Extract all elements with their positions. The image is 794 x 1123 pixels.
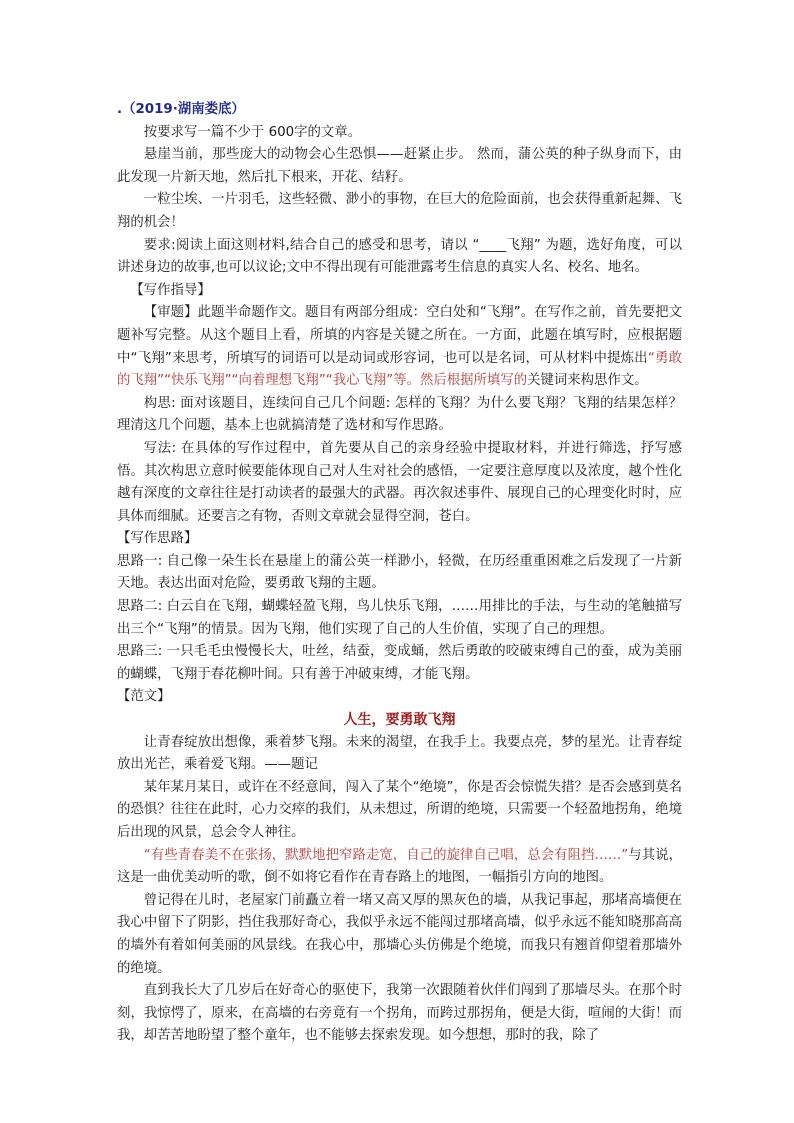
essay-epigraph: 让青春绽放出想像，乘着梦飞翔。未来的渴望，在我手上。我要点亮，梦的星光。让青春绽放出光芒，乘着爱飞翔。——题记 [117,734,682,773]
essay-title: 人生，要勇敢飞翔 [343,712,456,729]
lyric-quote: “有些青春美不在张扬，默默地把窄路走宽，自己的旋律自己唱，总会有阻挡……” [143,847,629,863]
requirement-paragraph: 要求:阅读上面这则材料,结合自己的感受和思考，请以 “____飞翔” 为题，选好角度，可以讲述身边的故事,也可以议论;文中不得出现有可能泄露考生信息的真实人名、校名、地名。 [117,237,682,276]
writing-thinking-heading: 【写作思路】 [117,531,198,547]
shenti-text: 此题半命题作文。题目有两部分组成：空白处和“飞翔”。在写作之前，首先要把文题补写完整。从这个题目上看，所填的内容是关键之所在。一方面，此题在填写时，应根据题中“飞翔”来思考，所填写的词语可以是动词或形容词，也可以是名词，可从材料中提炼出 [117,305,683,366]
shenti-examples: “勇敢的飞翔”“快乐飞翔”“向着理想飞翔”“我心飞翔”等。然后根据所填写的 [117,350,683,389]
sample-essay-heading: 【范文】 [117,689,171,705]
writing-guide-heading: 【写作指导】 [130,282,211,298]
essay-paragraph-2-text: 与其说，这是一曲优美动听的歌，倒不如将它看作在青春路上的地图，一幅指引方向的地图。 [117,847,683,886]
source-label: .（2019·湖南娄底） [117,102,245,117]
thinking-item: 思路一: 自己像一朵生长在悬崖上的蒲公英一样渺小，轻微，在历经重重困难之后发现了一片新天地。表达出面对危险，要勇敢飞翔的主题。 [117,553,682,592]
thinking-item: 思路二: 白云自在飞翔，蝴蝶轻盈飞翔，鸟儿快乐飞翔，……用排比的手法，与生动的笔触描写出三个“飞翔”的情景。因为飞翔，他们实现了自己的人生价值，实现了自己的理想。 [117,599,682,637]
question-source [117,99,682,122]
gousi-paragraph: 构思: 面对该题目，连续问自己几个问题: 怎样的飞翔？为什么要飞翔？飞翔的结果怎样？理清这几个问题，基本上也就搞清楚了选材和写作思路。 [117,395,682,434]
material-paragraph-2: 一粒尘埃、一片羽毛，这些轻微、渺小的事物，在巨大的危险面前，也会获得重新起舞、飞翔的机会！ [117,192,682,230]
document-content [117,99,682,1048]
shenti-label: 【审题】 [143,305,198,321]
essay-paragraph-3: 曾记得在儿时，老屋家门前矗立着一堵又高又厚的黑灰色的墙，从我记事起，那堵高墙便在我心中留下了阴影，挡住我那好奇心，我似乎永远不能闯过那堵高墙，似乎永远不能知晓那高高的墙外有着如何美丽的风景线。在我心中，那墙心头仿佛是个绝境，而我只有翘首仰望着那墙外的绝境。 [117,892,682,976]
xiefa-paragraph: 写法: 在具体的写作过程中，首先要从自己的亲身经验中提取材料，并进行筛选，抒写感悟。其次构思立意时候要能体现自己对人生对社会的感悟，一定要注意厚度以及浓度，越个性化越有深度的文章往往是打动读者的最强大的武器。再次叙述事件、展现自己的心理变化时时，应具体而细腻。还要言之有物，否则文章就会显得空洞，苍白。 [117,440,682,524]
thinking-item: 思路三: 一只毛毛虫慢慢长大，吐丝，结蚕，变成蛹，然后勇敢的咬破束缚自己的蚕，成为美丽的蝴蝶，飞翔于春花柳叶间。只有善于冲破束缚，才能飞翔。 [117,644,682,682]
material-paragraph-1: 悬崖当前，那些庞大的动物会心生恐惧——赶紧止步。 然而，蒲公英的种子纵身而下，由此发现一片新天地，然后扎下根来，开花、结籽。 [117,147,682,185]
essay-paragraph-1: 某年某月某日，或许在不经意间，闯入了某个“绝境”，你是否会惊慌失措？是否会感到莫名的恐惧？往往在此时，心力交瘁的我们，从未想过，所谓的绝境，只需要一个轻盈地拐角，绝境后出现的风景，总会令人神往。 [117,779,682,840]
essay-paragraph-4: 直到我长大了几岁后在好奇心的驱使下，我第一次跟随着伙伴们闯到了那墙尽头。在那个时刻，我惊愕了，原来，在高墙的右旁竟有一个拐角，而跨过那拐角，便是大街，喧闹的大街！而我，却苦苦地盼望了整个童年，也不能够去探索发现。如今想想，那时的我，除了 [117,983,682,1044]
shenti-paragraph [117,302,682,392]
essay-paragraph-2 [117,845,682,890]
prompt-line: 按要求写一篇不少于 600字的文章。 [143,124,362,140]
shenti-text-end: 关键词来构思作文。 [527,373,648,389]
